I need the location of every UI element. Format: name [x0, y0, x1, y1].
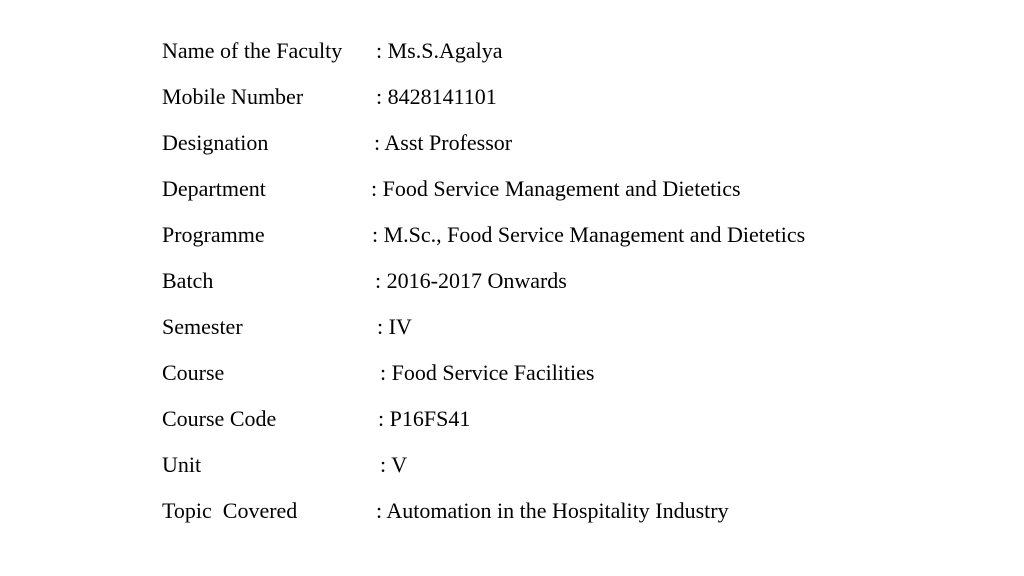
field-label: Name of the Faculty	[162, 38, 343, 63]
field-label: Batch	[162, 268, 214, 293]
field-value: : 2016-2017 Onwards	[375, 268, 567, 293]
field-label: Course Code	[162, 406, 277, 431]
field-value: : Food Service Facilities	[380, 360, 595, 385]
field-value: : 8428141101	[376, 84, 497, 109]
field-label: Course	[162, 360, 225, 385]
field-label: Unit	[162, 452, 202, 477]
field-label: Department	[162, 176, 266, 201]
field-label: Topic Covered	[162, 498, 298, 523]
field-value: : Ms.S.Agalya	[376, 38, 503, 63]
field-value: : M.Sc., Food Service Management and Dietetics	[372, 222, 806, 247]
field-value: : Asst Professor	[374, 130, 513, 155]
field-label: Mobile Number	[162, 84, 304, 109]
field-label: Programme	[162, 222, 265, 247]
field-value: : Automation in the Hospitality Industry	[376, 498, 729, 523]
field-value: : Food Service Management and Dietetics	[371, 176, 741, 201]
field-value: : P16FS41	[378, 406, 471, 431]
field-label: Designation	[162, 130, 269, 155]
field-label: Semester	[162, 314, 243, 339]
field-value: : IV	[377, 314, 412, 339]
field-value: : V	[380, 452, 408, 477]
